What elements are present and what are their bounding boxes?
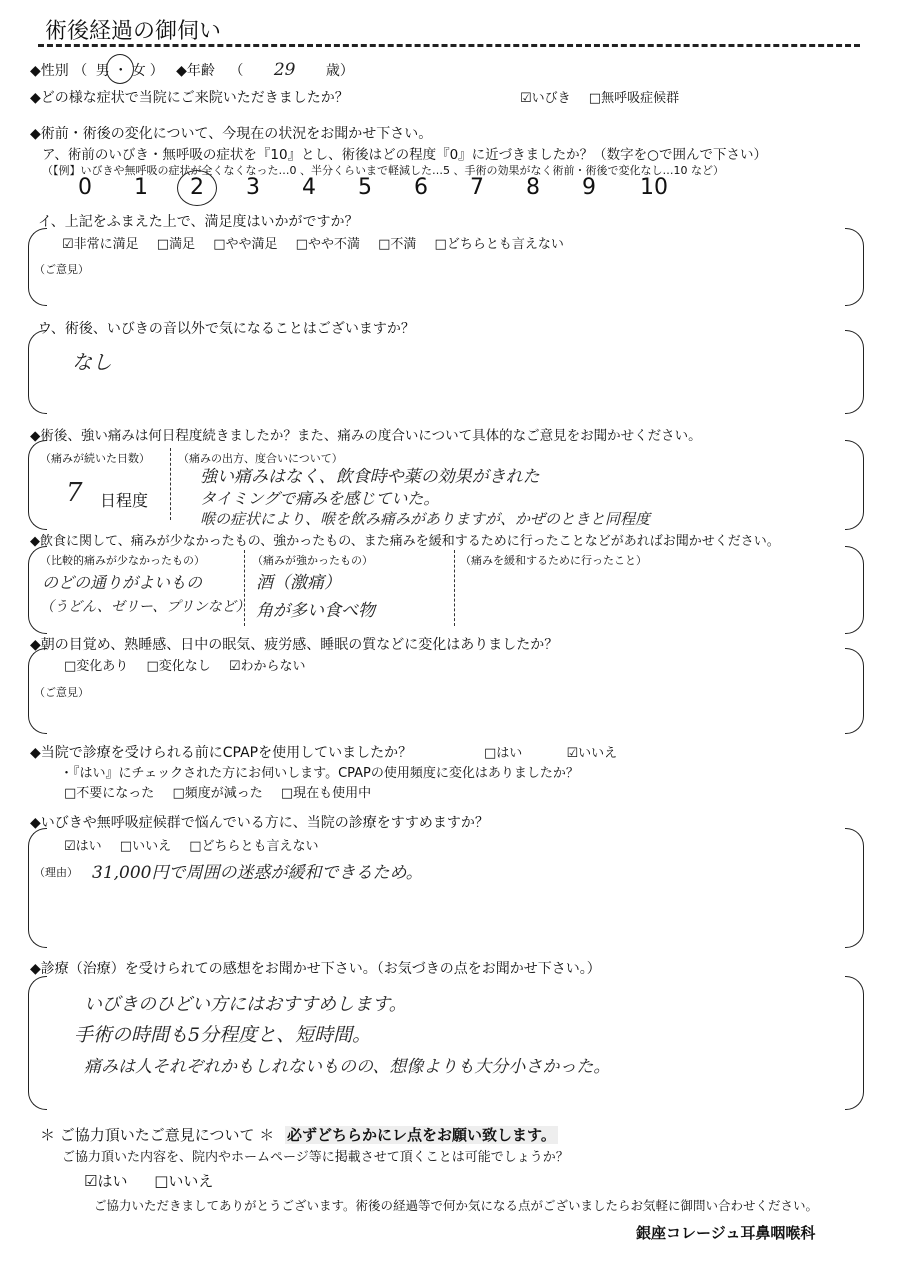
recommend-bracket-right [845, 828, 864, 948]
food-bracket-right [845, 546, 864, 634]
age-label: ◆年齢 [176, 63, 215, 79]
footer-note [40, 1124, 558, 1145]
gender-male[interactable]: 男 [95, 63, 110, 79]
option-permit-yes[interactable]: ☑はい [84, 1172, 128, 1190]
option-apnea[interactable]: □無呼吸症候群 [588, 91, 680, 106]
food-relief-label: （痛みを緩和するために行ったこと） [460, 554, 647, 567]
scale-6[interactable]: 6 [414, 175, 428, 200]
footer-note-a: ＊ ご協力頂いたご意見について ＊ [40, 1126, 275, 1144]
pain-degree-line-2[interactable]: タイミングで痛みを感じていた。 [200, 489, 440, 508]
scale-5[interactable]: 5 [358, 175, 372, 200]
food-less-label: （比較的痛みが少なかったもの） [40, 554, 205, 567]
food-strong-line-2[interactable]: 角が多い食べ物 [256, 601, 375, 621]
option-snoring[interactable]: ☑いびき [520, 91, 571, 106]
pain-bracket-right [845, 440, 864, 530]
q-symptom: ◆どの様な症状で当院にご来院いただきましたか？ [30, 90, 349, 106]
cpap-options [484, 742, 617, 761]
satisfaction-opinion-label: （ご意見） [34, 263, 89, 276]
cpap-sub-options [64, 782, 371, 801]
scale-4[interactable]: 4 [302, 175, 316, 200]
scale-10[interactable]: 10 [640, 175, 668, 200]
q-morning: ◆朝の目覚め、熟睡感、日中の眠気、疲労感、睡眠の質などに変化はありましたか？ [30, 637, 559, 653]
option-still-using[interactable]: □現在も使用中 [280, 786, 372, 801]
impression-line-1[interactable]: いびきのひどい方にはおすすめします。 [84, 994, 407, 1015]
food-less-line-2[interactable]: （うどん、ゼリー、プリンなど） [40, 599, 250, 615]
option-recommend-yes[interactable]: ☑はい [64, 839, 102, 854]
gender-female[interactable]: 女 [131, 63, 146, 79]
clinic-name: 銀座コレージュ耳鼻咽喉科 [636, 1224, 816, 1242]
option-satisfied[interactable]: □満足 [156, 237, 196, 252]
option-unsatisfied[interactable]: □不満 [378, 237, 417, 252]
pain-degree-label: （痛みの出方、度合いについて） [178, 452, 343, 465]
recommend-reason[interactable]: 31,000円で周囲の迷惑が緩和できるため。 [92, 863, 423, 883]
footer-options [84, 1170, 213, 1191]
option-no-longer-needed[interactable]: □不要になった [64, 786, 155, 801]
option-less-frequent[interactable]: □頻度が減った [172, 786, 263, 801]
morning-bracket-right [845, 648, 864, 734]
pain-days-unit: 日程度 [100, 491, 149, 510]
scale-9[interactable]: 9 [582, 175, 596, 200]
pain-degree-line-1[interactable]: 強い痛みはなく、飲食時や薬の効果がきれた [200, 467, 540, 487]
food-divider-2 [454, 550, 455, 626]
q-satisfaction: イ、上記をふまえた上で、満足度はいかがですか？ [38, 214, 359, 230]
morning-options [64, 655, 306, 674]
q-pain: ◆術後、強い痛みは何日程度続きましたか？また、痛みの度合いについて具体的なご意見をお聞かせください。 [30, 428, 702, 444]
option-recommend-no[interactable]: □いいえ [119, 839, 172, 854]
title-rule [38, 44, 860, 47]
other-bracket-left [28, 330, 47, 414]
q-change-example: （【例】いびきや無呼吸の症状が全くなくなった…0 、半分くらいまで軽減した…5 、手術の効果がなく術前・術後で変化なし…10 など） [42, 164, 724, 177]
recommend-options [64, 835, 319, 854]
gender-row: ◆性別 （ 男 ・ 女 ） ◆年齢 （ 29 歳） [30, 60, 354, 80]
impression-bracket-left [28, 976, 47, 1110]
option-very-satisfied[interactable]: ☑非常に満足 [62, 237, 139, 252]
pain-degree-line-3[interactable]: 喉の症状により、喉を飲み痛みがありますが、かぜのときと同程度 [200, 510, 651, 528]
scale-2[interactable]: 2 [190, 175, 204, 200]
recommend-reason-label: （理由） [34, 866, 78, 879]
q-impression: ◆診療（治療）を受けられての感想をお聞かせ下さい。（お気づきの点をお聞かせ下さい。） [30, 961, 601, 977]
q-recommend: ◆いびきや無呼吸症候群で悩んでいる方に、当院の診療をすすめますか？ [30, 815, 489, 831]
q-other: ウ、術後、いびきの音以外で気になることはございますか？ [38, 321, 415, 337]
option-cpap-no[interactable]: ☑いいえ [566, 746, 618, 761]
food-strong-label: （痛みが強かったもの） [252, 554, 373, 567]
other-bracket-right [845, 330, 864, 414]
option-somewhat-unsatisfied[interactable]: □やや不満 [295, 237, 360, 252]
option-no-change[interactable]: □変化なし [146, 659, 211, 674]
option-somewhat-satisfied[interactable]: □やや満足 [213, 237, 278, 252]
food-strong-line-1[interactable]: 酒（激痛） [256, 573, 341, 593]
footer-note-b: 必ずどちらかにレ点をお願い致します。 [287, 1126, 556, 1144]
pain-days-value[interactable]: 7 [66, 478, 83, 508]
morning-opinion-label: （ご意見） [34, 686, 89, 699]
option-unknown[interactable]: ☑わからない [228, 659, 306, 674]
satisfaction-bracket-right [845, 228, 864, 306]
impression-line-2[interactable]: 手術の時間も5分程度と、短時間。 [74, 1024, 372, 1046]
scale-7[interactable]: 7 [470, 175, 484, 200]
pain-days-label: （痛みが続いた日数） [40, 452, 150, 465]
selected-scale-circle [177, 170, 217, 206]
scale-1[interactable]: 1 [134, 175, 148, 200]
symptom-options [520, 87, 679, 106]
satisfaction-options [62, 233, 564, 252]
pain-divider [170, 448, 171, 520]
footer-thanks: ご協力いただきましてありがとうございます。術後の経過等で何か気になる点がございましたらお気軽に御問い合わせください。 [94, 1198, 819, 1213]
option-neither[interactable]: □どちらとも言えない [434, 237, 564, 252]
footer-permission: ご協力頂いた内容を、院内やホームページ等に掲載させて頂くことは可能でしょうか？ [62, 1150, 569, 1165]
option-recommend-neither[interactable]: □どちらとも言えない [189, 839, 319, 854]
gender-label: ◆性別 [30, 63, 69, 79]
age-value[interactable]: 29 [273, 60, 296, 80]
option-changed[interactable]: □変化あり [64, 659, 129, 674]
impression-line-3[interactable]: 痛みは人それぞれかもしれないものの、想像よりも大分小さかった。 [84, 1057, 611, 1077]
food-divider-1 [244, 550, 245, 626]
page-title: 術後経過の御伺い [45, 19, 222, 44]
gender-circle [106, 54, 134, 84]
q-cpap: ◆当院で診療を受けられる前にCPAPを使用していましたか？ [30, 745, 413, 761]
q-food: ◆飲食に関して、痛みが少なかったもの、強かったもの、また痛みを緩和するために行ったことなどがあればお聞かせください。 [30, 534, 780, 549]
recommend-bracket-left [28, 828, 47, 948]
impression-bracket-right [845, 976, 864, 1110]
other-answer[interactable]: なし [72, 350, 112, 374]
option-permit-no[interactable]: □いいえ [154, 1172, 214, 1190]
scale-3[interactable]: 3 [246, 175, 260, 200]
q-change-header: ◆術前・術後の変化について、今現在の状況をお聞かせ下さい。 [30, 126, 433, 142]
scale-8[interactable]: 8 [526, 175, 540, 200]
q-change-a: ア、術前のいびき・無呼吸の症状を『10』とし、術後はどの程度『0』に近づきましたか？（数字を○で囲んで下さい） [42, 147, 767, 163]
cpap-sub-question: ・『はい』にチェックされた方にお伺いします。CPAPの使用頻度に変化はありましたか？ [60, 766, 579, 781]
scale-0[interactable]: 0 [78, 175, 92, 200]
option-cpap-yes[interactable]: □はい [484, 746, 523, 761]
food-less-line-1[interactable]: のどの通りがよいもの [42, 573, 203, 592]
